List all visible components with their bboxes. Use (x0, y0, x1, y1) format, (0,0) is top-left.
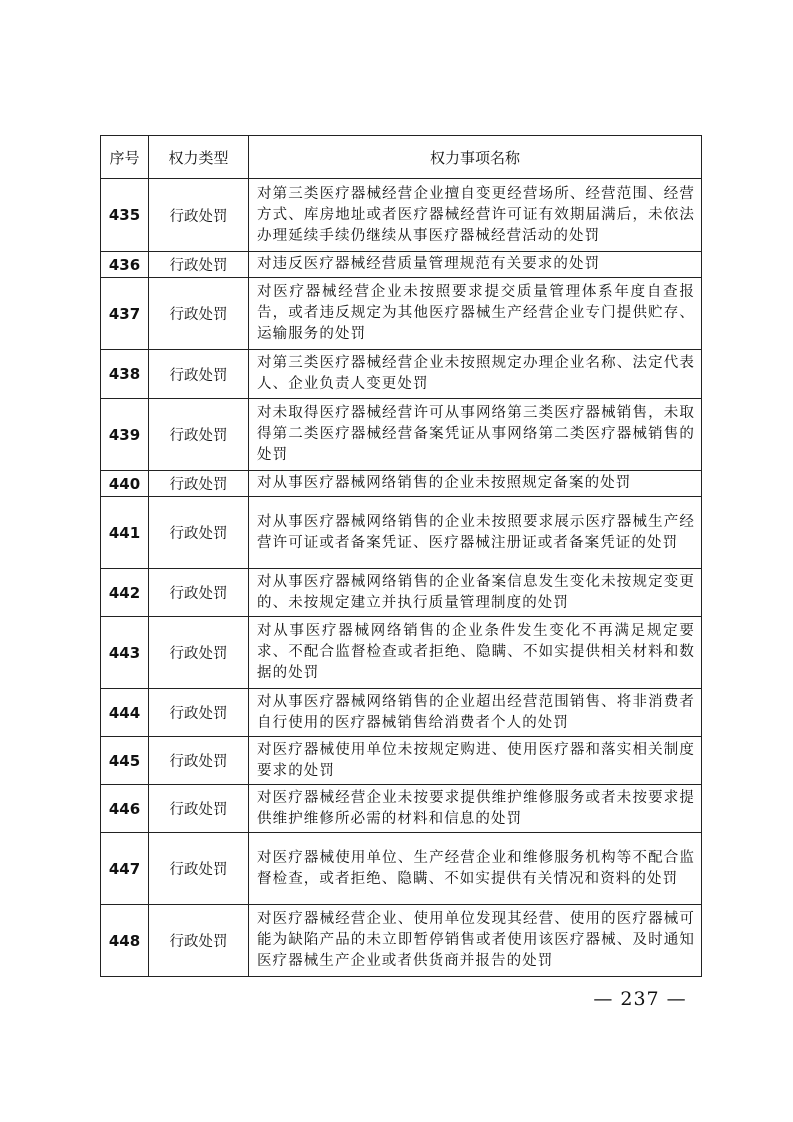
row-seq: 446 (101, 785, 149, 833)
row-name: 对医疗器械经营企业未按照要求提交质量管理体系年度自查报告，或者违反规定为其他医疗器械生产经营企业专门提供贮存、运输服务的处罚 (249, 278, 702, 350)
row-name: 对第三类医疗器械经营企业擅自变更经营场所、经营范围、经营方式、库房地址或者医疗器械经营许可证有效期届满后，未依法办理延续手续仍继续从事医疗器械经营活动的处罚 (249, 179, 702, 252)
table-row (101, 617, 702, 689)
row-name: 对医疗器械经营企业、使用单位发现其经营、使用的医疗器械可能为缺陷产品的未立即暂停销售或者使用该医疗器械、及时通知医疗器械生产企业或者供货商并报告的处罚 (249, 905, 702, 977)
table-row (101, 689, 702, 737)
power-items-table (100, 135, 702, 977)
table-row (101, 497, 702, 569)
row-name: 对医疗器械使用单位、生产经营企业和维修服务机构等不配合监督检查，或者拒绝、隐瞒、不如实提供有关情况和资料的处罚 (249, 833, 702, 905)
page-number: — 237 — (593, 988, 687, 1010)
row-name: 对从事医疗器械网络销售的企业未按照规定备案的处罚 (249, 471, 702, 497)
row-name: 对从事医疗器械网络销售的企业条件发生变化不再满足规定要求、不配合监督检查或者拒绝、隐瞒、不如实提供相关材料和数据的处罚 (249, 617, 702, 689)
table-row (101, 785, 702, 833)
header-type: 权力类型 (149, 136, 249, 179)
row-type: 行政处罚 (149, 278, 249, 350)
table-row (101, 278, 702, 350)
row-type: 行政处罚 (149, 689, 249, 737)
row-seq: 445 (101, 737, 149, 785)
table-row (101, 471, 702, 497)
table-row (101, 905, 702, 977)
table-row (101, 252, 702, 278)
row-name: 对从事医疗器械网络销售的企业超出经营范围销售、将非消费者自行使用的医疗器械销售给消费者个人的处罚 (249, 689, 702, 737)
row-seq: 448 (101, 905, 149, 977)
table-row (101, 737, 702, 785)
header-seq: 序号 (101, 136, 149, 179)
row-type: 行政处罚 (149, 569, 249, 617)
header-name: 权力事项名称 (249, 136, 702, 179)
row-type: 行政处罚 (149, 179, 249, 252)
row-name: 对未取得医疗器械经营许可从事网络第三类医疗器械销售，未取得第二类医疗器械经营备案凭证从事网络第二类医疗器械销售的处罚 (249, 399, 702, 471)
row-seq: 438 (101, 350, 149, 399)
row-name: 对第三类医疗器械经营企业未按照规定办理企业名称、法定代表人、企业负责人变更处罚 (249, 350, 702, 399)
row-type: 行政处罚 (149, 497, 249, 569)
row-type: 行政处罚 (149, 737, 249, 785)
row-seq: 435 (101, 179, 149, 252)
row-seq: 439 (101, 399, 149, 471)
row-type: 行政处罚 (149, 617, 249, 689)
table-row (101, 350, 702, 399)
row-type: 行政处罚 (149, 785, 249, 833)
row-name: 对医疗器械经营企业未按要求提供维护维修服务或者未按要求提供维护维修所必需的材料和信息的处罚 (249, 785, 702, 833)
row-type: 行政处罚 (149, 905, 249, 977)
row-name: 对医疗器械使用单位未按规定购进、使用医疗器和落实相关制度要求的处罚 (249, 737, 702, 785)
row-type: 行政处罚 (149, 252, 249, 278)
row-seq: 444 (101, 689, 149, 737)
row-seq: 447 (101, 833, 149, 905)
row-type: 行政处罚 (149, 471, 249, 497)
row-name: 对从事医疗器械网络销售的企业未按照要求展示医疗器械生产经营许可证或者备案凭证、医疗器械注册证或者备案凭证的处罚 (249, 497, 702, 569)
row-seq: 441 (101, 497, 149, 569)
row-seq: 443 (101, 617, 149, 689)
row-type: 行政处罚 (149, 833, 249, 905)
row-name: 对从事医疗器械网络销售的企业备案信息发生变化未按规定变更的、未按规定建立并执行质量管理制度的处罚 (249, 569, 702, 617)
row-seq: 437 (101, 278, 149, 350)
table-row (101, 569, 702, 617)
row-type: 行政处罚 (149, 399, 249, 471)
row-seq: 442 (101, 569, 149, 617)
row-seq: 440 (101, 471, 149, 497)
table-header-row (101, 136, 702, 179)
table-row (101, 179, 702, 252)
table-row (101, 833, 702, 905)
table-row (101, 399, 702, 471)
row-name: 对违反医疗器械经营质量管理规范有关要求的处罚 (249, 252, 702, 278)
row-type: 行政处罚 (149, 350, 249, 399)
row-seq: 436 (101, 252, 149, 278)
